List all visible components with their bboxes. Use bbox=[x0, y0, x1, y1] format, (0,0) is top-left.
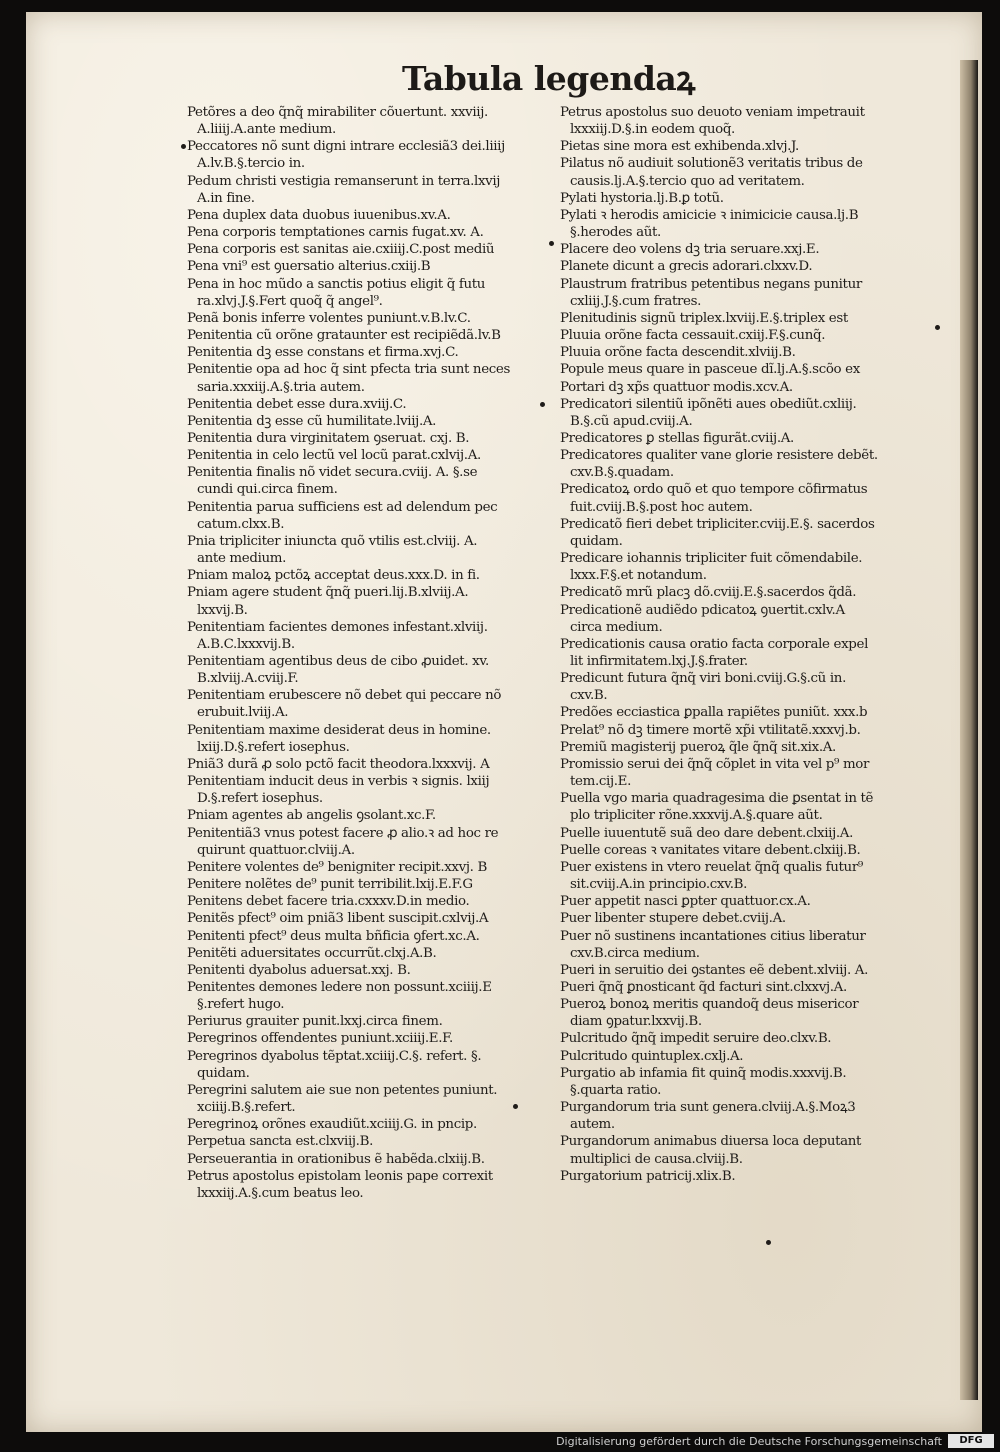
entry-line: Plenitudinis signũ triplex.lxviij.E.§.triplex est bbox=[560, 310, 848, 326]
entry-line: Perpetua sancta est.clxviij.B. bbox=[187, 1134, 373, 1150]
entry-line: Puella vgo maria quadragesima die ꝑsentat in tẽ bbox=[560, 791, 874, 807]
index-entry bbox=[187, 173, 557, 207]
digitization-credit: Digitalisierung gefördert durch die Deutsche Forschungsgemeinschaft bbox=[556, 1435, 942, 1448]
entry-line: Pniam agentes ab angelis ꝯsolant.xc.F. bbox=[187, 808, 436, 824]
index-entry bbox=[187, 464, 557, 498]
entry-line: Peregrinos dyabolus tẽptat.xciiij.C.§. refert. §. bbox=[187, 1048, 482, 1064]
entry-line: Peccatores nõ sunt digni intrare ecclesiã3 dei.liiij bbox=[187, 139, 505, 155]
entry-line: Purgatio ab infamia fit quinq̃ modis.xxxvij.B. bbox=[560, 1065, 847, 1081]
entry-line: Peregrinos offendentes puniunt.xciiij.E.F. bbox=[187, 1031, 453, 1047]
index-entry bbox=[560, 207, 935, 241]
index-entry bbox=[560, 1065, 935, 1099]
entry-line: Plaustrum fratribus petentibus negans punitur bbox=[560, 276, 862, 292]
entry-line: Planete dicunt a grecis adorari.clxxv.D. bbox=[560, 259, 813, 275]
index-entry bbox=[560, 379, 935, 396]
entry-continuation: lit infirmitatem.lxj.J.§.frater. bbox=[570, 654, 748, 669]
index-entry bbox=[187, 241, 557, 258]
index-entry bbox=[560, 825, 935, 842]
entry-continuation: B.xlviij.A.cviij.F. bbox=[197, 671, 299, 687]
entry-line: Penitentia parua sufficiens est ad delendum pec bbox=[187, 499, 498, 515]
ink-spot bbox=[935, 325, 940, 330]
index-entry bbox=[560, 1133, 935, 1167]
entry-continuation: catum.clxx.B. bbox=[197, 516, 285, 532]
index-entry bbox=[560, 241, 935, 258]
index-entry bbox=[560, 1099, 935, 1133]
entry-line: Penitentiam facientes demones infestant.xlviij. bbox=[187, 619, 488, 635]
index-entry bbox=[560, 258, 935, 275]
index-entry bbox=[187, 276, 557, 310]
entry-line: Penitẽti aduersitates occurrũt.clxj.A.B. bbox=[187, 945, 437, 961]
entry-line: Pena in hoc mũdo a sanctis potius eligit q̃ futu bbox=[187, 276, 486, 292]
entry-line: Penitentiam erubescere nõ debet qui peccare nõ bbox=[187, 688, 502, 704]
entry-line: Predões ecciastica ꝑpalla rapiẽtes puniũt. xxx.b bbox=[560, 705, 868, 721]
index-entry bbox=[560, 190, 935, 207]
entry-line: Puer nõ sustinens incantationes citius liberatur bbox=[560, 928, 866, 944]
index-entry bbox=[187, 104, 557, 138]
index-entry bbox=[560, 962, 935, 979]
entry-line: Pulcritudo quintuplex.cxlj.A. bbox=[560, 1048, 744, 1064]
entry-line: Predicatores qualiter vane glorie resistere debẽt. bbox=[560, 448, 878, 464]
index-entry bbox=[187, 567, 557, 584]
index-entry bbox=[187, 207, 557, 224]
entry-line: Predicationẽ audiẽdo pdicatoꝝ ꝯuertit.cxlv.A bbox=[560, 602, 845, 618]
index-entry bbox=[187, 962, 557, 979]
index-entry bbox=[560, 584, 935, 601]
entry-line: Pueroꝝ bonoꝝ meritis quandoq̃ deus misericor bbox=[560, 997, 859, 1013]
entry-line: Penitentiam agentibus deus de cibo ꝓuidet. xv. bbox=[187, 654, 489, 669]
index-entry bbox=[187, 945, 557, 962]
entry-line: Penitentes demones ledere non possunt.xciiij.E bbox=[187, 979, 492, 995]
index-entry bbox=[560, 481, 935, 515]
entry-line: Penitentiã3 vnus potest facere ꝓ alio.ꝛ ad hoc re bbox=[187, 825, 499, 841]
page-title: Tabula legendaꝝ bbox=[402, 59, 695, 98]
entry-line: Pnia tripliciter iniuncta quõ vtilis est.clviij. A. bbox=[187, 533, 478, 549]
index-entry bbox=[187, 413, 557, 430]
index-entry bbox=[187, 499, 557, 533]
entry-line: Petrus apostolus epistolam leonis pape correxit bbox=[187, 1168, 493, 1184]
entry-line: Puer appetit nasci ꝑpter quattuor.cx.A. bbox=[560, 894, 811, 910]
entry-line: Penitẽs pfect⁹ oim pniã3 libent suscipit.cxlvij.A bbox=[187, 911, 489, 927]
index-entry bbox=[187, 224, 557, 241]
entry-continuation: cxv.B.§.quadam. bbox=[570, 465, 674, 481]
entry-line: Purgandorum tria sunt genera.clviij.A.§.Moꝝ3 bbox=[560, 1100, 856, 1116]
entry-continuation: lxxxiij.A.§.cum beatus leo. bbox=[197, 1185, 364, 1201]
entry-line: Predicatõ mrũ placꝫ dõ.cviij.E.§.sacerdos q̃dã. bbox=[560, 585, 857, 601]
index-entry bbox=[187, 1048, 557, 1082]
entry-continuation: quirunt quattuor.clviij.A. bbox=[197, 842, 355, 858]
index-entry bbox=[187, 447, 557, 464]
index-entry bbox=[187, 893, 557, 910]
entry-line: Pylati hystoria.lj.B.ꝑ totũ. bbox=[560, 190, 724, 206]
ink-spot bbox=[540, 402, 545, 407]
entry-continuation: ra.xlvj.J.§.Fert quoq̃ q̃ angel⁹. bbox=[197, 293, 383, 309]
entry-line: Penitentia cũ orõne grataunter est recipiẽdã.lv.B bbox=[187, 328, 501, 344]
index-entry bbox=[560, 979, 935, 996]
index-column-left bbox=[187, 104, 557, 1202]
index-entry bbox=[187, 258, 557, 275]
entry-continuation: saria.xxxiij.A.§.tria autem. bbox=[197, 379, 365, 395]
index-entry bbox=[560, 1048, 935, 1065]
entry-line: Pniã3 durã ꝓ solo pctõ facit theodora.lxxxvij. A bbox=[187, 756, 490, 772]
entry-continuation: tem.cij.E. bbox=[570, 774, 631, 790]
index-entry bbox=[187, 1168, 557, 1202]
entry-continuation: fuit.cviij.B.§.post hoc autem. bbox=[570, 499, 753, 515]
index-entry bbox=[560, 447, 935, 481]
index-entry bbox=[187, 773, 557, 807]
index-entry bbox=[560, 327, 935, 344]
entry-line: Predicatoꝝ ordo quõ et quo tempore cõfirmatus bbox=[560, 482, 868, 498]
entry-line: Pena corporis temptationes carnis fugat.xv. A. bbox=[187, 225, 484, 241]
entry-continuation: A.B.C.lxxxvij.B. bbox=[197, 636, 295, 652]
entry-continuation: ante medium. bbox=[197, 551, 287, 567]
entry-line: Pena duplex data duobus iuuenibus.xv.A. bbox=[187, 207, 451, 223]
index-entry bbox=[560, 636, 935, 670]
entry-line: Predicationis causa oratio facta corporale expel bbox=[560, 636, 869, 652]
entry-line: Penitens debet facere tria.cxxxv.D.in medio. bbox=[187, 894, 470, 910]
ink-spot bbox=[513, 1104, 518, 1109]
index-entry bbox=[187, 807, 557, 824]
ink-spot bbox=[549, 241, 554, 246]
entry-line: Pniam agere student q̃nq̃ pueri.lij.B.xlviij.A. bbox=[187, 585, 469, 601]
entry-line: Peregrini salutem aie sue non petentes puniunt. bbox=[187, 1082, 498, 1098]
entry-line: Popule meus quare in pasceue dĩ.lj.A.§.scõo ex bbox=[560, 362, 860, 378]
index-entry bbox=[187, 361, 557, 395]
entry-line: Pluuia orõne facta cessauit.cxiij.F.§.cunq̃. bbox=[560, 328, 826, 344]
entry-continuation: cxv.B. bbox=[570, 688, 608, 704]
entry-continuation: lxxxiij.D.§.in eodem quoq̃. bbox=[570, 122, 735, 138]
index-entry bbox=[560, 704, 935, 721]
entry-line: Penitentia in celo lectũ vel locũ parat.cxlvij.A. bbox=[187, 448, 481, 464]
entry-continuation: plo tripliciter rõne.xxxvij.A.§.quare aũt. bbox=[570, 808, 823, 824]
index-entry bbox=[187, 653, 557, 687]
index-entry bbox=[187, 825, 557, 859]
entry-continuation: A.in fine. bbox=[197, 190, 255, 206]
entry-line: Penitentiam maxime desiderat deus in homine. bbox=[187, 722, 491, 738]
entry-line: Pylati ꝛ herodis amicicie ꝛ inimicicie causa.lj.B bbox=[560, 207, 859, 223]
entry-line: Penitentia dꝫ esse constans et firma.xvj.C. bbox=[187, 345, 459, 361]
dfg-logo: DFG bbox=[948, 1434, 994, 1448]
entry-line: Penitentia finalis nõ videt secura.cviij. A. §.se bbox=[187, 465, 478, 481]
index-entry bbox=[560, 893, 935, 910]
index-entry bbox=[187, 1151, 557, 1168]
entry-line: Pueri in seruitio dei ꝯstantes eẽ debent.xlviij. A. bbox=[560, 962, 869, 978]
entry-line: Peregrinoꝝ orõnes exaudiũt.xciiij.G. in pncip. bbox=[187, 1117, 477, 1133]
entry-line: Prelat⁹ nõ dꝫ timere mortẽ xp̃i vtilitatẽ.xxxvj.b. bbox=[560, 722, 861, 738]
entry-line: Petrus apostolus suo deuoto veniam impetrauit bbox=[560, 105, 865, 120]
index-entry bbox=[187, 687, 557, 721]
entry-line: Penitentia dꝫ esse cũ humilitate.lviij.A. bbox=[187, 413, 437, 429]
entry-line: Puelle coreas ꝛ vanitates vitare debent.clxiij.B. bbox=[560, 842, 861, 858]
entry-line: Puer existens in vtero reuelat q̃nq̃ qualis futur⁹ bbox=[560, 859, 863, 875]
index-entry bbox=[560, 996, 935, 1030]
entry-line: Pulcritudo q̃nq̃ impedit seruire deo.clxv.B. bbox=[560, 1031, 832, 1047]
index-entry bbox=[187, 310, 557, 327]
index-entry bbox=[560, 276, 935, 310]
index-entry bbox=[560, 928, 935, 962]
index-entry bbox=[560, 670, 935, 704]
entry-line: Periurus grauiter punit.lxxj.circa finem. bbox=[187, 1014, 443, 1030]
entry-line: Penitentia dura virginitatem ꝯseruat. cxj. B. bbox=[187, 430, 470, 446]
entry-line: Puelle iuuentutẽ suã deo dare debent.clxiij.A. bbox=[560, 825, 854, 841]
entry-continuation: §.refert hugo. bbox=[197, 997, 285, 1013]
index-entry bbox=[187, 876, 557, 893]
index-entry bbox=[187, 344, 557, 361]
entry-continuation: autem. bbox=[570, 1117, 615, 1133]
entry-continuation: quidam. bbox=[197, 1065, 250, 1081]
index-entry bbox=[560, 859, 935, 893]
index-entry bbox=[560, 722, 935, 739]
entry-continuation: A.liiij.A.ante medium. bbox=[197, 122, 336, 138]
entry-line: Penitere nolẽtes de⁹ punit terribilit.lxij.E.F.G bbox=[187, 877, 473, 893]
index-entry bbox=[560, 138, 935, 155]
entry-line: Pedum christi vestigia remanserunt in terra.lxvij bbox=[187, 173, 501, 189]
index-entry bbox=[560, 842, 935, 859]
index-entry bbox=[187, 928, 557, 945]
entry-line: Penitere volentes de⁹ benigniter recipit.xxvj. B bbox=[187, 859, 487, 875]
index-entry bbox=[187, 979, 557, 1013]
index-entry bbox=[187, 1082, 557, 1116]
index-entry bbox=[560, 430, 935, 447]
entry-continuation: §.quarta ratio. bbox=[570, 1082, 662, 1098]
index-entry bbox=[560, 516, 935, 550]
entry-line: Predicatõ fieri debet tripliciter.cviij.E.§. sacerdos bbox=[560, 516, 875, 532]
index-entry bbox=[560, 104, 935, 138]
index-entry bbox=[560, 1030, 935, 1047]
index-entry bbox=[187, 396, 557, 413]
entry-continuation: A.lv.B.§.tercio in. bbox=[197, 156, 305, 172]
entry-line: Predicatori silentiũ ipõnẽti aues obediũt.cxliij. bbox=[560, 396, 857, 412]
entry-continuation: causis.lj.A.§.tercio quo ad veritatem. bbox=[570, 173, 805, 189]
index-entry bbox=[560, 550, 935, 584]
entry-line: Pietas sine mora est exhibenda.xlvj.J. bbox=[560, 139, 799, 155]
entry-continuation: erubuit.lviij.A. bbox=[197, 705, 289, 721]
index-entry bbox=[560, 910, 935, 927]
index-entry bbox=[187, 327, 557, 344]
entry-line: Penitenti dyabolus aduersat.xxj. B. bbox=[187, 962, 411, 978]
entry-continuation: diam ꝯpatur.lxxvij.B. bbox=[570, 1014, 702, 1030]
index-entry bbox=[560, 739, 935, 756]
index-entry bbox=[187, 1030, 557, 1047]
entry-line: Predicare iohannis tripliciter fuit cõmendabile. bbox=[560, 551, 863, 567]
index-entry bbox=[187, 859, 557, 876]
entry-continuation: lxxvij.B. bbox=[197, 602, 248, 618]
index-entry bbox=[560, 155, 935, 189]
ink-spot bbox=[766, 1240, 771, 1245]
entry-continuation: multiplici de causa.clviij.B. bbox=[570, 1151, 743, 1167]
entry-line: Purgandorum animabus diuersa loca deputant bbox=[560, 1134, 862, 1150]
index-column-right bbox=[560, 104, 935, 1185]
index-entry bbox=[187, 910, 557, 927]
index-entry bbox=[187, 619, 557, 653]
entry-line: Promissio serui dei q̃nq̃ cõplet in vita vel p⁹ mor bbox=[560, 756, 870, 772]
index-entry bbox=[187, 533, 557, 567]
index-entry bbox=[187, 722, 557, 756]
entry-line: Pilatus nõ audiuit solutionẽ3 veritatis tribus de bbox=[560, 156, 863, 172]
entry-line: Penitentie opa ad hoc q̃ sint pfecta tria sunt neces bbox=[187, 362, 511, 378]
index-entry bbox=[560, 790, 935, 824]
entry-line: Pniam maloꝝ pctõꝝ acceptat deus.xxx.D. in fi. bbox=[187, 568, 480, 584]
ink-spot bbox=[181, 144, 186, 149]
entry-line: Purgatorium patricij.xlix.B. bbox=[560, 1168, 736, 1184]
index-entry bbox=[560, 602, 935, 636]
entry-line: Pluuia orõne facta descendit.xlviij.B. bbox=[560, 345, 796, 361]
index-entry bbox=[187, 1116, 557, 1133]
entry-continuation: B.§.cũ apud.cviij.A. bbox=[570, 413, 693, 429]
entry-line: Penitentia debet esse dura.xviij.C. bbox=[187, 396, 407, 412]
entry-continuation: cxv.B.circa medium. bbox=[570, 945, 700, 961]
entry-line: Predicunt futura q̃nq̃ viri boni.cviij.G.§.cũ in. bbox=[560, 671, 846, 687]
index-entry bbox=[560, 361, 935, 378]
entry-continuation: circa medium. bbox=[570, 619, 663, 635]
index-entry bbox=[187, 584, 557, 618]
entry-continuation: lxiij.D.§.refert iosephus. bbox=[197, 739, 350, 755]
entry-line: Puer libenter stupere debet.cviij.A. bbox=[560, 911, 786, 927]
index-entry bbox=[560, 396, 935, 430]
index-entry bbox=[187, 756, 557, 773]
index-entry bbox=[187, 1133, 557, 1150]
entry-line: Penitentiam inducit deus in verbis ꝛ signis. lxiij bbox=[187, 774, 490, 790]
index-entry bbox=[187, 1013, 557, 1030]
index-entry bbox=[187, 430, 557, 447]
index-entry bbox=[560, 344, 935, 361]
entry-continuation: cxliij.J.§.cum fratres. bbox=[570, 293, 702, 309]
entry-line: Pena corporis est sanitas aie.cxiiij.C.post mediũ bbox=[187, 242, 495, 258]
entry-line: Pueri q̃nq̃ ꝑnosticant q̃d facturi sint.clxxvj.A. bbox=[560, 979, 847, 995]
index-entry bbox=[560, 310, 935, 327]
entry-line: Premiũ magisterij pueroꝝ q̃le q̃nq̃ sit.xix.A. bbox=[560, 739, 836, 755]
entry-line: Penitenti pfect⁹ deus multa bñficia ꝯfert.xc.A. bbox=[187, 928, 480, 944]
entry-line: Perseuerantia in orationibus ẽ habẽda.clxiij.B. bbox=[187, 1151, 485, 1167]
entry-line: Placere deo volens dꝫ tria seruare.xxj.E. bbox=[560, 242, 820, 258]
entry-line: Penã bonis inferre volentes puniunt.v.B.lv.C. bbox=[187, 310, 471, 326]
index-entry bbox=[560, 756, 935, 790]
entry-line: Pena vni⁹ est ꝯuersatio alterius.cxiij.B bbox=[187, 259, 431, 275]
index-entry bbox=[187, 138, 557, 172]
entry-line: Portari dꝫ xp̃s quattuor modis.xcv.A. bbox=[560, 379, 793, 395]
entry-continuation: §.herodes aũt. bbox=[570, 225, 661, 241]
entry-continuation: quidam. bbox=[570, 533, 623, 549]
entry-continuation: sit.cviij.A.in principio.cxv.B. bbox=[570, 877, 748, 893]
index-entry bbox=[560, 1168, 935, 1185]
entry-continuation: lxxx.F.§.et notandum. bbox=[570, 568, 707, 584]
entry-line: Predicatores ꝑ stellas figurãt.cviij.A. bbox=[560, 430, 794, 446]
entry-continuation: D.§.refert iosephus. bbox=[197, 791, 323, 807]
entry-line: Petõres a deo q̃nq̃ mirabiliter cõuertunt. xxviij. bbox=[187, 105, 488, 120]
entry-continuation: xciiij.B.§.refert. bbox=[197, 1100, 296, 1116]
page-edge bbox=[960, 60, 978, 1400]
entry-continuation: cundi qui.circa finem. bbox=[197, 482, 338, 498]
